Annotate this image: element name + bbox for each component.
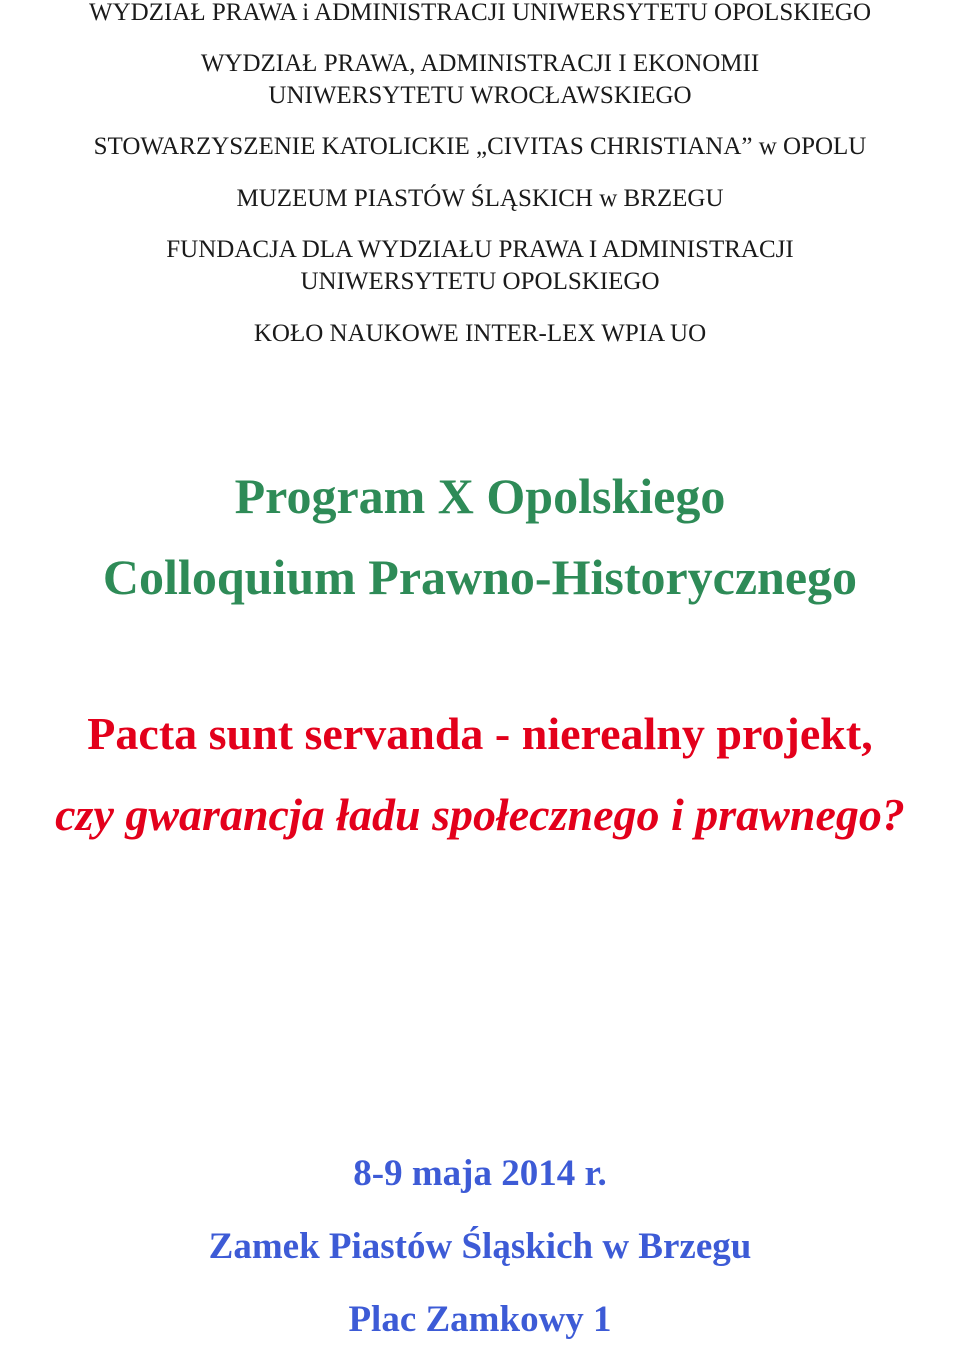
theme-line1: Pacta sunt servanda - nierealny projekt, xyxy=(87,708,873,759)
organizer-wpaie-uwr-line1: WYDZIAŁ PRAWA, ADMINISTRACJI I EKONOMII xyxy=(200,50,760,77)
program-title-line1: Program X Opolskiego xyxy=(234,468,726,524)
organizer-fundacja-line1: FUNDACJA DLA WYDZIAŁU PRAWA I ADMINISTRACJI xyxy=(166,236,794,263)
organizer-kolo-naukowe: KOŁO NAUKOWE INTER-LEX WPIA UO xyxy=(253,320,707,347)
organizer-wpaie-uwr-line2: UNIWERSYTETU WROCŁAWSKIEGO xyxy=(268,82,692,109)
event-date: 8-9 maja 2014 r. xyxy=(353,1153,607,1194)
organizer-fundacja-line2: UNIWERSYTETU OPOLSKIEGO xyxy=(300,268,660,295)
organizer-muzeum-piastow: MUZEUM PIASTÓW ŚLĄSKICH w BRZEGU xyxy=(236,185,724,212)
program-title-line2: Colloquium Prawno-Historycznego xyxy=(102,549,858,605)
event-venue: Zamek Piastów Śląskich w Brzegu xyxy=(208,1226,752,1267)
event-address: Plac Zamkowy 1 xyxy=(348,1299,612,1340)
organizer-wpia-uo: WYDZIAŁ PRAWA i ADMINISTRACJI UNIWERSYTETU OPOLSKIEGO xyxy=(89,0,871,26)
theme-line2: czy gwarancja ładu społecznego i prawnego? xyxy=(55,789,905,840)
organizer-civitas-christiana: STOWARZYSZENIE KATOLICKIE „CIVITAS CHRISTIANA” w OPOLU xyxy=(93,133,867,160)
